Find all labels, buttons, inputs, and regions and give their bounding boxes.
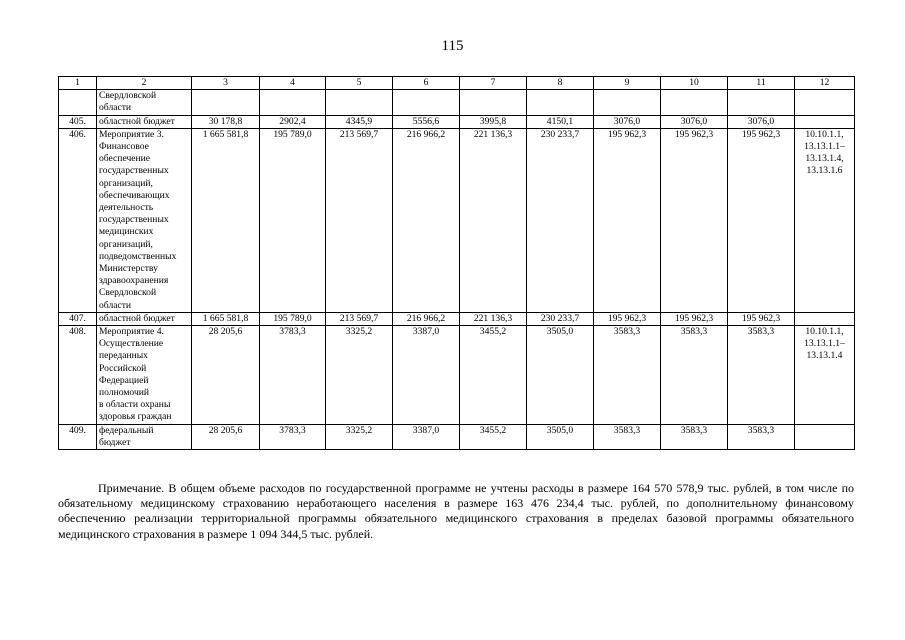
- column-header: 8: [527, 77, 594, 90]
- value-cell: 3387,0: [393, 326, 460, 425]
- value-cell: 3505,0: [527, 424, 594, 449]
- row-number-cell: [59, 90, 97, 115]
- value-cell: 195 962,3: [661, 128, 728, 312]
- value-cell: 1 665 581,8: [192, 312, 260, 325]
- value-cell: 195 962,3: [594, 128, 661, 312]
- item-name-cell: областной бюджет: [97, 115, 192, 128]
- value-cell: 28 205,6: [192, 326, 260, 425]
- value-cell: 195 962,3: [594, 312, 661, 325]
- budget-table: [58, 76, 855, 450]
- value-cell: 3995,8: [460, 115, 527, 128]
- value-cell: 5556,6: [393, 115, 460, 128]
- row-number-cell: 408.: [59, 326, 97, 425]
- column-header: 5: [326, 77, 393, 90]
- value-cell: 3783,3: [260, 424, 326, 449]
- column-header: 4: [260, 77, 326, 90]
- value-cell: [728, 90, 795, 115]
- column-header: 9: [594, 77, 661, 90]
- value-cell: 230 233,7: [527, 128, 594, 312]
- value-cell: 4150,1: [527, 115, 594, 128]
- target-index-cell: [795, 424, 855, 449]
- value-cell: 213 569,7: [326, 128, 393, 312]
- item-name-cell: Свердловской области: [97, 90, 192, 115]
- value-cell: [594, 90, 661, 115]
- column-header: 10: [661, 77, 728, 90]
- column-header: 2: [97, 77, 192, 90]
- item-name-cell: Мероприятие 3. Финансовое обеспечение государственных организаций, обеспечивающих деятельность государственных медицинских организаций, подведомственных Министерству здравоохранения Свердловской области: [97, 128, 192, 312]
- value-cell: 3387,0: [393, 424, 460, 449]
- value-cell: 30 178,8: [192, 115, 260, 128]
- value-cell: [192, 90, 260, 115]
- value-cell: [393, 90, 460, 115]
- item-name-cell: Мероприятие 4. Осуществление переданных Российской Федерацией полномочий в области охраны здоровья граждан: [97, 326, 192, 425]
- value-cell: 195 962,3: [728, 312, 795, 325]
- column-header: 11: [728, 77, 795, 90]
- value-cell: 3583,3: [728, 424, 795, 449]
- item-name-cell: федеральный бюджет: [97, 424, 192, 449]
- table-row: [59, 326, 855, 425]
- row-number-cell: 406.: [59, 128, 97, 312]
- footnote: Примечание. В общем объеме расходов по государственной программе не учтены расходы в размере 164 570 578,9 тыс. рублей, в том числе по обязательному медицинскому страхованию неработающего населения в размере 163 476 234,4 тыс. рублей, по дополнительному финансовому обеспечению реализации территориальной программы обязательного медицинского страхования в пределах базовой программы обязательного медицинского страхования в размере 1 094 344,5 тыс. рублей.: [58, 481, 854, 541]
- value-cell: 3455,2: [460, 424, 527, 449]
- value-cell: [661, 90, 728, 115]
- value-cell: 221 136,3: [460, 312, 527, 325]
- value-cell: 3325,2: [326, 424, 393, 449]
- table-row: [59, 128, 855, 312]
- value-cell: 195 789,0: [260, 128, 326, 312]
- value-cell: 3076,0: [661, 115, 728, 128]
- value-cell: 195 962,3: [661, 312, 728, 325]
- value-cell: 3783,3: [260, 326, 326, 425]
- value-cell: 1 665 581,8: [192, 128, 260, 312]
- value-cell: 3583,3: [661, 424, 728, 449]
- table-row: [59, 90, 855, 115]
- value-cell: [527, 90, 594, 115]
- value-cell: 3583,3: [594, 424, 661, 449]
- value-cell: [326, 90, 393, 115]
- value-cell: 195 962,3: [728, 128, 795, 312]
- value-cell: 230 233,7: [527, 312, 594, 325]
- value-cell: 2902,4: [260, 115, 326, 128]
- target-index-cell: 10.10.1.1, 13.13.1.1– 13.13.1.4: [795, 326, 855, 425]
- value-cell: 3583,3: [728, 326, 795, 425]
- value-cell: [260, 90, 326, 115]
- value-cell: 221 136,3: [460, 128, 527, 312]
- value-cell: 3583,3: [594, 326, 661, 425]
- table-row: [59, 312, 855, 325]
- value-cell: [460, 90, 527, 115]
- table-row: [59, 115, 855, 128]
- table-body: [59, 90, 855, 450]
- target-index-cell: [795, 312, 855, 325]
- column-header: 12: [795, 77, 855, 90]
- value-cell: 3325,2: [326, 326, 393, 425]
- target-index-cell: [795, 115, 855, 128]
- row-number-cell: 407.: [59, 312, 97, 325]
- value-cell: 3505,0: [527, 326, 594, 425]
- target-index-cell: [795, 90, 855, 115]
- column-header: 3: [192, 77, 260, 90]
- value-cell: 3455,2: [460, 326, 527, 425]
- value-cell: 213 569,7: [326, 312, 393, 325]
- value-cell: 3076,0: [594, 115, 661, 128]
- row-number-cell: 405.: [59, 115, 97, 128]
- column-header: 1: [59, 77, 97, 90]
- value-cell: 216 966,2: [393, 128, 460, 312]
- value-cell: 4345,9: [326, 115, 393, 128]
- row-number-cell: 409.: [59, 424, 97, 449]
- table-row: [59, 424, 855, 449]
- table-header-row: [59, 77, 855, 90]
- target-index-cell: 10.10.1.1, 13.13.1.1– 13.13.1.4, 13.13.1.6: [795, 128, 855, 312]
- value-cell: 3583,3: [661, 326, 728, 425]
- value-cell: 28 205,6: [192, 424, 260, 449]
- item-name-cell: областной бюджет: [97, 312, 192, 325]
- value-cell: 195 789,0: [260, 312, 326, 325]
- value-cell: 216 966,2: [393, 312, 460, 325]
- column-header: 6: [393, 77, 460, 90]
- column-header: 7: [460, 77, 527, 90]
- value-cell: 3076,0: [728, 115, 795, 128]
- page-number: 115: [441, 38, 464, 54]
